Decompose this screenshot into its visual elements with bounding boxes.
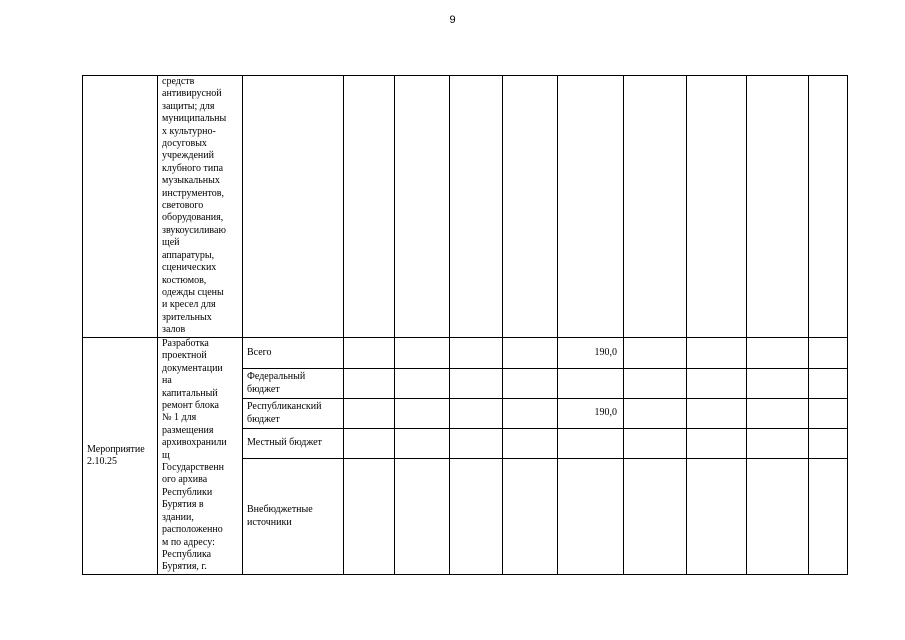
value-cell <box>747 429 809 459</box>
value-cell <box>503 369 558 399</box>
value-cell <box>687 399 747 429</box>
value-cell <box>747 369 809 399</box>
value-cell <box>450 459 503 575</box>
value-cell <box>624 459 687 575</box>
value-cell <box>344 369 395 399</box>
value-cell <box>344 76 395 338</box>
value-cell <box>624 399 687 429</box>
value-cell <box>344 429 395 459</box>
page-number: 9 <box>449 14 456 26</box>
value-cell <box>687 76 747 338</box>
value-cell <box>503 399 558 429</box>
value-cell-total: 190,0 <box>558 338 624 369</box>
value-cell <box>395 429 450 459</box>
value-cell <box>687 369 747 399</box>
value-cell <box>558 76 624 338</box>
source-label: Внебюджетные источники <box>243 459 344 575</box>
value-cell <box>809 459 848 575</box>
value-cell <box>450 429 503 459</box>
value-cell <box>747 459 809 575</box>
value-cell <box>624 429 687 459</box>
continuation-row <box>83 76 848 338</box>
value-cell <box>344 459 395 575</box>
source-label: Федеральный бюджет <box>243 369 344 399</box>
value-cell <box>503 459 558 575</box>
value-cell <box>450 338 503 369</box>
measure-description: Разработка проектной документации на капитальный ремонт блока № 1 для размещения архивохранили щ Государственн ого архива Республики Бурятия в здании, расположенно м по адресу: Республика Бурятия, г. <box>158 338 243 575</box>
value-cell <box>809 338 848 369</box>
measure-label: Мероприятие 2.10.25 <box>83 338 158 575</box>
value-cell <box>344 399 395 429</box>
value-cell <box>395 399 450 429</box>
value-cell <box>687 459 747 575</box>
value-cell <box>558 369 624 399</box>
value-cell <box>344 338 395 369</box>
value-cell <box>395 338 450 369</box>
value-cell <box>395 369 450 399</box>
value-cell <box>809 429 848 459</box>
value-cell <box>809 76 848 338</box>
value-cell <box>687 429 747 459</box>
value-cell <box>747 399 809 429</box>
source-label: Республиканский бюджет <box>243 399 344 429</box>
budget-table <box>82 75 848 575</box>
value-cell <box>747 338 809 369</box>
value-cell <box>624 338 687 369</box>
value-cell <box>558 459 624 575</box>
value-cell <box>450 369 503 399</box>
value-cell <box>503 76 558 338</box>
value-cell <box>503 429 558 459</box>
value-cell <box>395 76 450 338</box>
measure-cell-empty <box>83 76 158 338</box>
value-cell <box>624 369 687 399</box>
value-cell <box>687 338 747 369</box>
value-cell <box>450 399 503 429</box>
value-cell <box>558 429 624 459</box>
value-cell <box>395 459 450 575</box>
source-label: Местный бюджет <box>243 429 344 459</box>
value-cell <box>624 76 687 338</box>
value-cell <box>747 76 809 338</box>
table-row <box>83 338 848 369</box>
value-cell <box>809 399 848 429</box>
source-label: Всего <box>243 338 344 369</box>
value-cell <box>450 76 503 338</box>
value-cell <box>503 338 558 369</box>
value-cell-republic: 190,0 <box>558 399 624 429</box>
source-cell-empty <box>243 76 344 338</box>
continuation-description: средств антивирусной защиты; для муниципальны х культурно- досуговых учреждений клубного типа музыкальных инструментов, светового оборудования, звукоусиливаю щей аппаратуры, сценических костюмов, одежды сцены и кресел для зрительных залов <box>158 76 243 338</box>
value-cell <box>809 369 848 399</box>
